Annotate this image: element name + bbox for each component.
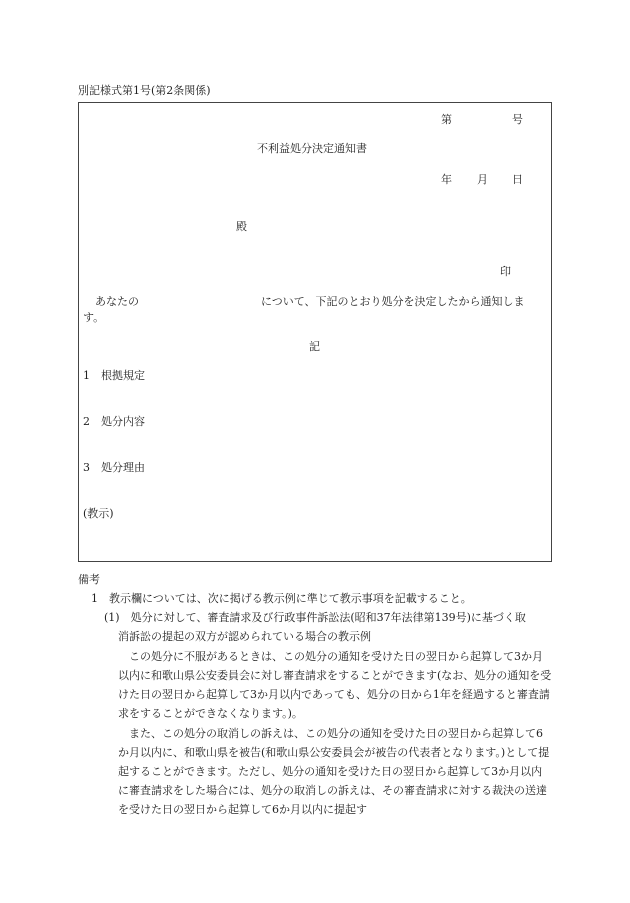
notes-subitem-1-cont: 消訴訟の提起の双方が認められている場合の教示例 [118,630,371,643]
number-prefix: 第 [441,113,452,126]
instruction-label: (教示) [83,507,114,520]
date-day: 日 [512,173,523,186]
notes-item-1: 1 教示欄については、次に掲げる教示例に準じて教示事項を記載すること。 [91,592,472,605]
item-reason: 3 処分理由 [83,461,145,474]
notes-heading: 備考 [78,573,100,586]
notice-form-box [78,102,552,562]
addressee-suffix: 殿 [236,220,247,233]
document-title: 不利益処分決定通知書 [257,142,367,155]
number-suffix: 号 [512,113,523,126]
seal-mark: 印 [500,265,511,278]
date-month: 月 [477,173,488,186]
instruction-paragraph-1: この処分に不服があるときは、この処分の通知を受けた日の翌日から起算して3か月以内に和歌山県公安委員会に対し審査請求をすることができます(なお、処分の通知を受けた日の翌日から起算して3か月以内であっても、処分の日から1年を経過すると審査請求をすることができなくなります。)。 [118,650,552,720]
notes-subitem-1: (1) 処分に対して、審査請求及び行政事件訴訟法(昭和37年法律第139号)に基づく取 [104,611,526,624]
body-prefix: あなたの [95,295,139,308]
form-label: 別記様式第1号(第2条関係) [78,84,211,97]
body-text: について、下記のとおり処分を決定したから通知しま [261,295,525,308]
item-legal-basis: 1 根拠規定 [83,369,145,382]
ki-heading: 記 [309,340,320,353]
instruction-paragraph-2: また、この処分の取消しの訴えは、この処分の通知を受けた日の翌日から起算して6か月以内に、和歌山県を被告(和歌山県公安委員会が被告の代表者となります。)として提起することができます。ただし、処分の通知を受けた日の翌日から起算して3か月以内に審査請求をした場合には、処分の取消しの訴えは、その審査請求に対する裁決の送達を受けた日の翌日から起算して6か月以内に提起す [118,727,550,816]
date-year: 年 [441,173,452,186]
body-text-wrap: す。 [83,311,105,324]
item-disposition: 2 処分内容 [83,415,145,428]
